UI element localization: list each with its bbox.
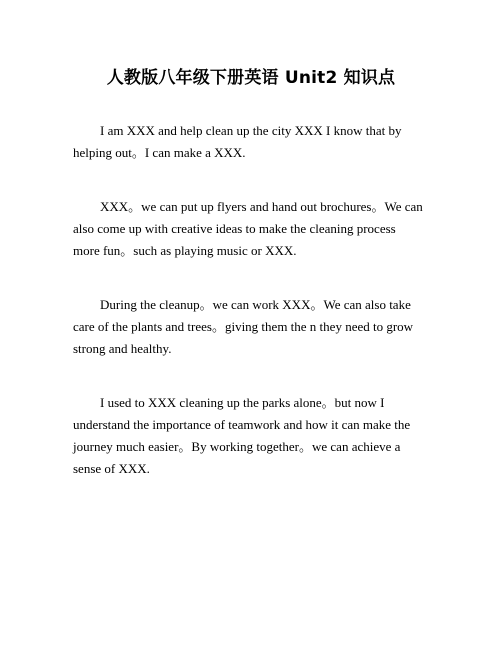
- paragraph-line: also come up with creative ideas to make the cleaning process: [73, 221, 396, 236]
- paragraph-line: helping out。I can make a XXX.: [73, 145, 246, 160]
- paragraph-2: [73, 196, 435, 262]
- paragraph-4: [73, 392, 435, 480]
- paragraph-line: strong and healthy.: [73, 341, 172, 356]
- paragraph-line: care of the plants and trees。giving them the n they need to grow: [73, 319, 414, 334]
- paragraph-line: I used to XXX cleaning up the parks alone。but now I: [100, 395, 385, 410]
- paragraph-line: more fun。such as playing music or XXX.: [73, 243, 297, 258]
- paragraph-line: understand the importance of teamwork and how it can make the: [73, 417, 411, 432]
- document-title: 人教版八年级下册英语 Unit2 知识点: [106, 68, 396, 88]
- paragraph-1: [73, 120, 435, 164]
- paragraph-line: XXX。we can put up flyers and hand out brochures。We can: [100, 199, 423, 214]
- paragraph-3: [73, 294, 435, 360]
- paragraph-line: I am XXX and help clean up the city XXX I know that by: [100, 123, 402, 138]
- paragraph-line: During the cleanup。we can work XXX。We can also take: [100, 297, 411, 312]
- paragraph-line: journey much easier。By working together。we can achieve a: [73, 439, 401, 454]
- paragraph-line: sense of XXX.: [73, 461, 150, 476]
